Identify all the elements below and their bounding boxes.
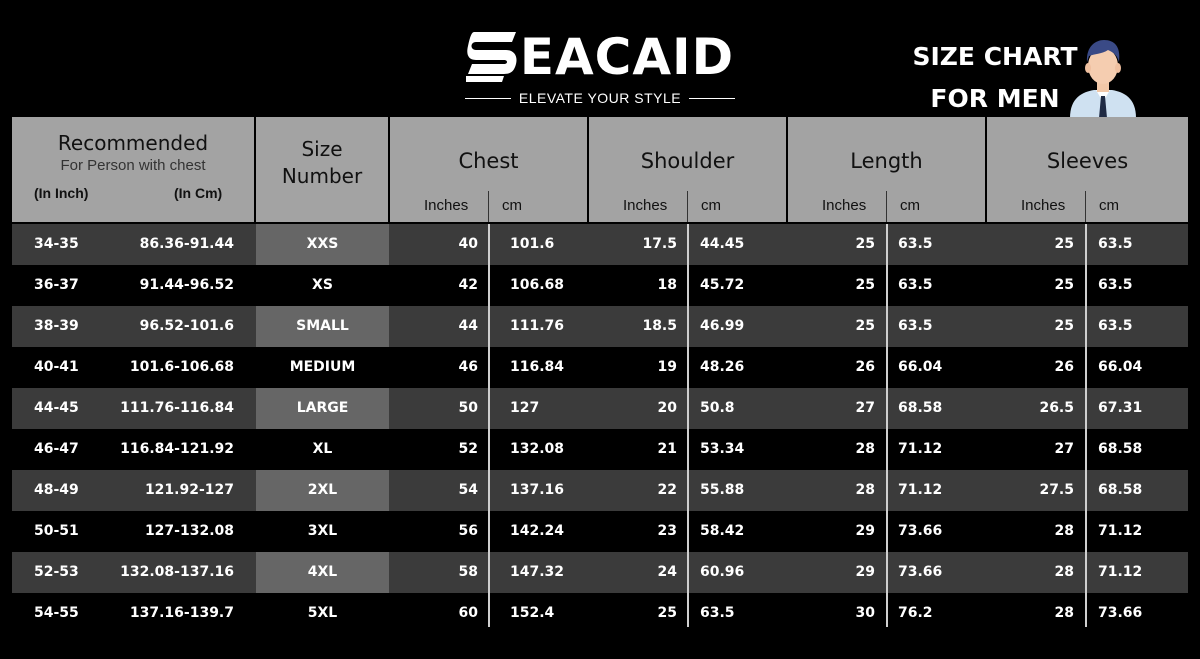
tagline-divider (465, 98, 511, 99)
chest-range-cm: 121.92-127 (144, 482, 234, 498)
length-cm: 73.66 (898, 564, 943, 580)
sleeves-inches: 27 (1054, 441, 1074, 457)
man-in-shirt-and-tie-icon (1068, 32, 1138, 118)
size-chart-title (905, 36, 1085, 120)
shoulder-inches: 18 (657, 277, 677, 293)
shoulder-inches-label: Inches (623, 197, 668, 214)
brand-logo (440, 30, 760, 84)
sleeves-header (987, 117, 1188, 222)
sleeves-inches: 25 (1054, 277, 1074, 293)
length-title: Length (850, 149, 923, 173)
tagline-divider (689, 98, 735, 99)
size-number-title (256, 136, 388, 190)
shoulder-cm: 55.88 (700, 482, 745, 498)
size-number: XL (312, 441, 333, 457)
sleeves-cm: 71.12 (1098, 523, 1143, 539)
chest-range-inch: 50-51 (34, 523, 79, 539)
sleeves-inches-label: Inches (1021, 197, 1066, 214)
length-cm: 63.5 (898, 318, 933, 334)
length-inches: 29 (855, 523, 875, 539)
tagline-row (440, 90, 760, 106)
sleeves-cm: 63.5 (1098, 277, 1133, 293)
shoulder-inches: 17.5 (642, 236, 677, 252)
size-number-header (256, 117, 388, 222)
chest-inches: 40 (458, 236, 478, 252)
recommended-title: Recommended (57, 131, 209, 155)
size-number: 2XL (256, 470, 389, 511)
chest-cm: 101.6 (510, 236, 555, 252)
sleeves-cm: 63.5 (1098, 318, 1133, 334)
shoulder-cm: 45.72 (700, 277, 745, 293)
length-inches: 28 (855, 482, 875, 498)
shoulder-cm: 63.5 (700, 605, 735, 621)
size-number: LARGE (256, 388, 389, 429)
chest-inches: 44 (458, 318, 478, 334)
length-cm: 76.2 (898, 605, 933, 621)
chest-range-inch: 52-53 (34, 564, 79, 580)
brand-block (440, 30, 760, 106)
chest-range-cm: 137.16-139.7 (129, 605, 234, 621)
shoulder-cm: 53.34 (700, 441, 745, 457)
chest-column-divider (488, 224, 490, 627)
length-inches: 27 (855, 400, 875, 416)
table-row (12, 347, 1188, 388)
chest-cm: 116.84 (510, 359, 565, 375)
length-inches: 25 (855, 236, 875, 252)
sleeves-cm: 73.66 (1098, 605, 1143, 621)
chest-range-cm: 127-132.08 (144, 523, 234, 539)
table-row (12, 224, 1188, 265)
size-number: XXS (256, 224, 389, 265)
shoulder-title: Shoulder (640, 149, 735, 173)
sleeves-cm-label: cm (1099, 197, 1119, 214)
sleeves-inches: 28 (1054, 564, 1074, 580)
sleeves-title: Sleeves (1046, 149, 1129, 173)
length-inches: 25 (855, 318, 875, 334)
length-cm: 66.04 (898, 359, 943, 375)
length-subdivider (886, 191, 887, 222)
length-inches: 28 (855, 441, 875, 457)
length-inches: 30 (855, 605, 875, 621)
length-cm: 71.12 (898, 482, 943, 498)
table-row (12, 511, 1188, 552)
sleeves-cm: 66.04 (1098, 359, 1143, 375)
chest-range-inch: 38-39 (34, 318, 79, 334)
size-number: 5XL (307, 605, 338, 621)
unit-cm-label: (In Cm) (174, 185, 223, 201)
sleeves-inches: 27.5 (1039, 482, 1074, 498)
shoulder-inches: 24 (657, 564, 677, 580)
length-header (788, 117, 985, 222)
chest-range-inch: 46-47 (34, 441, 79, 457)
sleeves-cm: 68.58 (1098, 482, 1143, 498)
length-inches: 29 (855, 564, 875, 580)
chest-range-inch: 44-45 (34, 400, 79, 416)
chest-inches: 54 (458, 482, 478, 498)
size-title-line-1: Size (301, 137, 343, 161)
recommended-header (12, 117, 254, 222)
size-number: XS (312, 277, 333, 293)
shoulder-header (589, 117, 786, 222)
chest-inches-label: Inches (424, 197, 469, 214)
chest-cm: 137.16 (510, 482, 565, 498)
chest-range-cm: 111.76-116.84 (120, 400, 234, 416)
shoulder-inches: 21 (657, 441, 677, 457)
chest-range-inch: 36-37 (34, 277, 79, 293)
unit-inch-label: (In Inch) (34, 185, 89, 201)
size-number: MEDIUM (289, 359, 356, 375)
chest-inches: 60 (458, 605, 478, 621)
chest-subdivider (488, 191, 489, 222)
chest-cm: 111.76 (510, 318, 565, 334)
sleeves-column-divider (1085, 224, 1087, 627)
chest-inches: 50 (458, 400, 478, 416)
chest-inches: 56 (458, 523, 478, 539)
length-cm: 73.66 (898, 523, 943, 539)
table-row (12, 429, 1188, 470)
sleeves-cm: 71.12 (1098, 564, 1143, 580)
sleeves-subdivider (1085, 191, 1086, 222)
sleeves-inches: 25 (1054, 236, 1074, 252)
chest-range-inch: 54-55 (34, 605, 79, 621)
table-row (12, 593, 1188, 634)
chest-cm: 147.32 (510, 564, 565, 580)
chest-range-cm: 116.84-121.92 (120, 441, 234, 457)
chest-range-cm: 86.36-91.44 (139, 236, 234, 252)
chest-range-inch: 40-41 (34, 359, 79, 375)
sleeves-cm: 68.58 (1098, 441, 1143, 457)
chest-cm: 127 (510, 400, 540, 416)
seacaid-s-logo-icon (466, 32, 518, 82)
chest-title: Chest (458, 149, 519, 173)
shoulder-cm: 50.8 (700, 400, 735, 416)
chest-cm: 106.68 (510, 277, 565, 293)
length-inches: 26 (855, 359, 875, 375)
table-row (12, 552, 1188, 593)
chest-range-cm: 101.6-106.68 (129, 359, 234, 375)
chest-cm-label: cm (502, 197, 522, 214)
chest-inches: 46 (458, 359, 478, 375)
chest-header (390, 117, 587, 222)
table-row (12, 265, 1188, 306)
chest-cm: 142.24 (510, 523, 565, 539)
size-number: SMALL (256, 306, 389, 347)
chest-inches: 52 (458, 441, 478, 457)
length-cm-label: cm (900, 197, 920, 214)
shoulder-inches: 18.5 (642, 318, 677, 334)
sleeves-inches: 26.5 (1039, 400, 1074, 416)
sleeves-inches: 28 (1054, 605, 1074, 621)
table-row (12, 306, 1188, 347)
shoulder-subdivider (687, 191, 688, 222)
length-cm: 71.12 (898, 441, 943, 457)
sleeves-cm: 67.31 (1098, 400, 1143, 416)
shoulder-inches: 19 (657, 359, 677, 375)
chest-inches: 58 (458, 564, 478, 580)
shoulder-cm: 58.42 (700, 523, 745, 539)
table-row (12, 470, 1188, 511)
recommended-subtitle: For Person with chest (60, 157, 206, 174)
shoulder-inches: 22 (657, 482, 677, 498)
chest-inches: 42 (458, 277, 478, 293)
chest-cm: 132.08 (510, 441, 565, 457)
length-cm: 63.5 (898, 236, 933, 252)
size-title-line-2: Number (281, 164, 363, 188)
brand-tagline: ELEVATE YOUR STYLE (518, 90, 682, 106)
size-number: 4XL (256, 552, 389, 593)
shoulder-cm: 48.26 (700, 359, 745, 375)
shoulder-cm-label: cm (701, 197, 721, 214)
shoulder-column-divider (687, 224, 689, 627)
table-row (12, 388, 1188, 429)
shoulder-inches: 23 (657, 523, 677, 539)
sleeves-inches: 26 (1054, 359, 1074, 375)
shoulder-inches: 25 (657, 605, 677, 621)
chest-cm: 152.4 (510, 605, 555, 621)
sleeves-inches: 28 (1054, 523, 1074, 539)
length-cm: 68.58 (898, 400, 943, 416)
size-number: 3XL (307, 523, 338, 539)
length-inches: 25 (855, 277, 875, 293)
length-cm: 63.5 (898, 277, 933, 293)
shoulder-cm: 60.96 (700, 564, 745, 580)
chest-range-cm: 91.44-96.52 (139, 277, 234, 293)
shoulder-cm: 44.45 (700, 236, 745, 252)
chest-range-cm: 132.08-137.16 (120, 564, 234, 580)
title-line-2: FOR MEN (930, 84, 1060, 113)
length-inches-label: Inches (822, 197, 867, 214)
length-column-divider (886, 224, 888, 627)
sleeves-cm: 63.5 (1098, 236, 1133, 252)
shoulder-cm: 46.99 (700, 318, 745, 334)
chest-range-inch: 48-49 (34, 482, 79, 498)
chest-range-inch: 34-35 (34, 236, 79, 252)
shoulder-inches: 20 (657, 400, 677, 416)
title-line-1: SIZE CHART (912, 42, 1078, 71)
chest-range-cm: 96.52-101.6 (139, 318, 234, 334)
sleeves-inches: 25 (1054, 318, 1074, 334)
brand-name: EACAID (519, 28, 735, 86)
